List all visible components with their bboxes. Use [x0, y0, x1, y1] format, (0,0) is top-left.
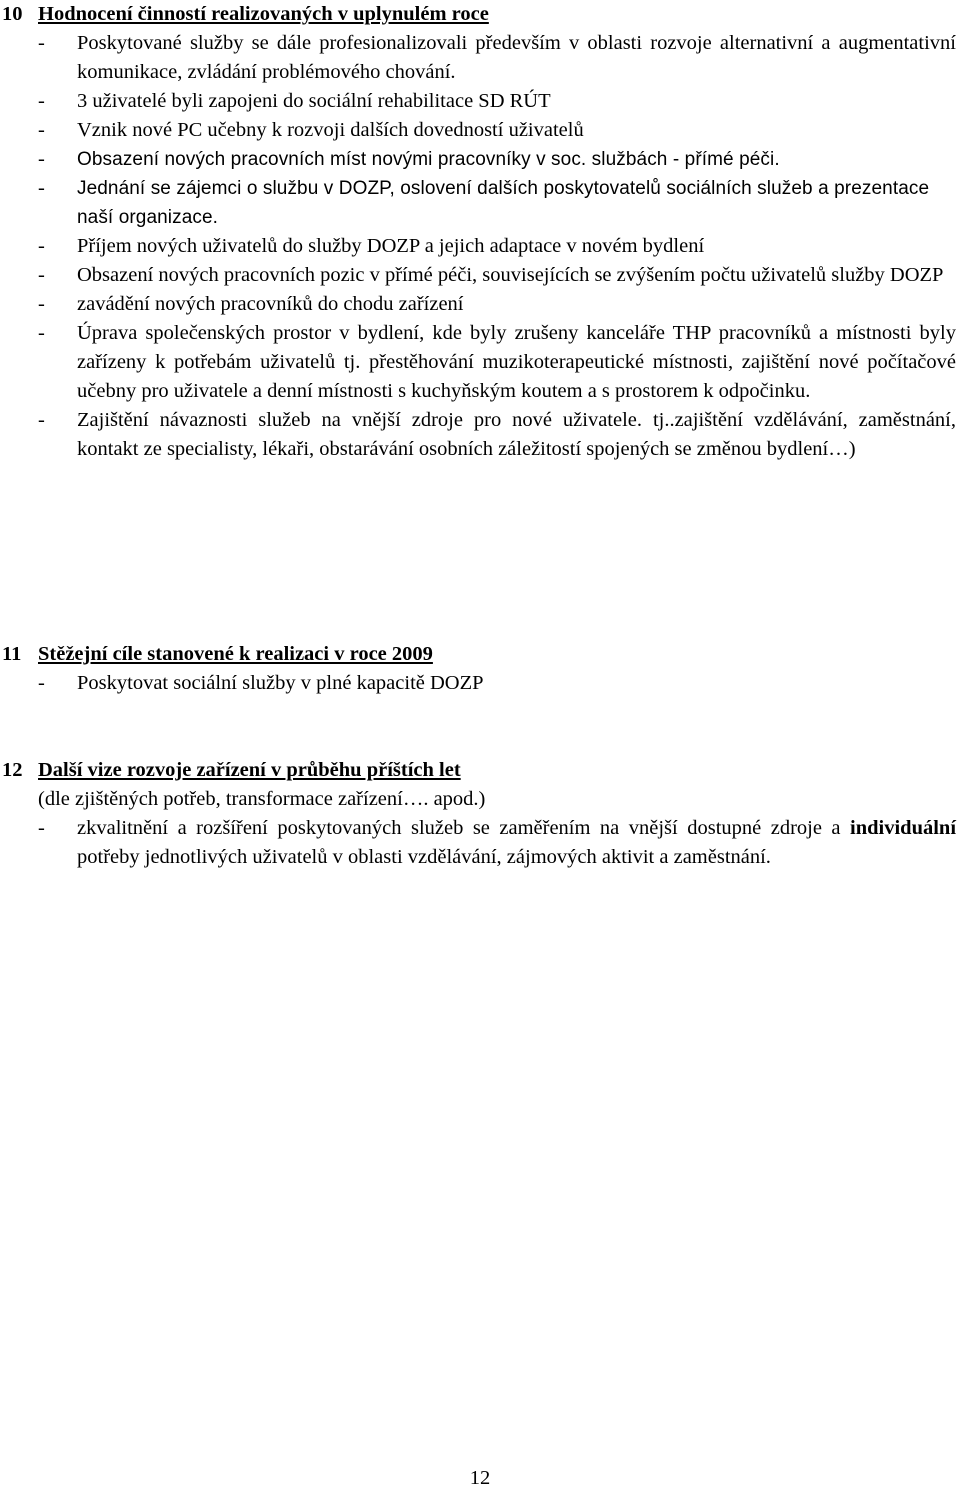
list-item-text: [77, 817, 956, 868]
list-item-text: Poskytovat sociální služby v plné kapacitě DOZP: [77, 672, 484, 694]
list-dash: -: [38, 90, 45, 112]
list-item: [0, 116, 960, 145]
list-item-text: Obsazení nových pracovních pozic v přímé péči, souvisejících se zvýšením počtu uživatelů služby DOZP: [77, 264, 944, 286]
list-item: [0, 290, 960, 319]
section-12-note: (dle zjištěných potřeb, transformace zařízení…. apod.): [38, 788, 486, 810]
list-dash: -: [38, 177, 45, 199]
section-10-number: 10: [2, 3, 23, 25]
section-12: [0, 756, 960, 872]
list-item-text: 3 uživatelé byli zapojeni do sociální rehabilitace SD RÚT: [77, 90, 551, 112]
list-dash: -: [38, 148, 45, 170]
list-dash: -: [38, 235, 45, 257]
list-item: [0, 406, 960, 464]
list-item: [0, 319, 960, 406]
section-10-title: Hodnocení činností realizovaných v uplynulém roce: [38, 3, 489, 25]
section-12-title: Další vize rozvoje zařízení v průběhu příštích let: [38, 759, 461, 781]
list-item-text-start: zkvalitnění a rozšíření poskytovaných služeb se zaměřením na vnější dostupné zdroje a: [77, 817, 841, 839]
section-10-heading: [0, 0, 960, 29]
section-11-heading: [0, 640, 960, 669]
list-item: [0, 669, 960, 698]
list-item-text: Příjem nových uživatelů do služby DOZP a jejich adaptace v novém bydlení: [77, 235, 705, 257]
list-dash: -: [38, 119, 45, 141]
list-item: [0, 261, 960, 290]
list-item: [0, 232, 960, 261]
list-item-text: Jednání se zájemci o službu v DOZP, oslovení dalších poskytovatelů sociálních služeb a prezentace naší organizace.: [77, 178, 930, 228]
list-item-text: Úprava společenských prostor v bydlení, kde byly zrušeny kanceláře THP pracovníků a místnosti byly zařízeny k potřebám uživatelů tj. přestěhování muzikoterapeutické místnosti, zajištění nové počítačové učebny pro uživatele a denní místnosti s kuchyňským koutem a s prostorem k odpočinku.: [77, 322, 956, 402]
list-item: [0, 29, 960, 87]
section-11: [0, 640, 960, 698]
list-item-text: Zajištění návaznosti služeb na vnější zdroje pro nové uživatele. tj..zajištění vzdělávání, zaměstnání, kontakt ze specialisty, lékaři, obstarávání osobních záležitostí spojených se změnou bydlení…): [77, 409, 956, 460]
emphasis-text: individuální: [850, 817, 957, 839]
section-12-heading: [0, 756, 960, 785]
list-item-text-end: potřeby jednotlivých uživatelů v oblasti vzdělávání, zájmových aktivit a zaměstnání.: [77, 846, 771, 868]
list-item-text: Vznik nové PC učebny k rozvoji dalších dovedností uživatelů: [77, 119, 584, 141]
list-dash: -: [38, 817, 45, 839]
list-item: [0, 814, 960, 872]
list-dash: -: [38, 293, 45, 315]
section-10: [0, 0, 960, 464]
list-dash: -: [38, 322, 45, 344]
list-item: [0, 87, 960, 116]
list-item-text: Obsazení nových pracovních míst novými pracovníky v soc. službách - přímé péči.: [77, 149, 780, 170]
list-item-text: Poskytované služby se dále profesionalizovali především v oblasti rozvoje alternativní a augmentativní komunikace, zvládání problémového chování.: [77, 32, 956, 83]
list-item: [0, 145, 960, 174]
section-11-number: 11: [2, 643, 22, 665]
list-item: [0, 174, 960, 232]
list-item-text: zavádění nových pracovníků do chodu zařízení: [77, 293, 464, 315]
page-number: 12: [469, 1467, 491, 1489]
list-dash: -: [38, 672, 45, 694]
section-12-number: 12: [2, 759, 23, 781]
list-dash: -: [38, 409, 45, 431]
section-11-title: Stěžejní cíle stanovené k realizaci v roce 2009: [38, 643, 433, 665]
list-dash: -: [38, 32, 45, 54]
list-dash: -: [38, 264, 45, 286]
